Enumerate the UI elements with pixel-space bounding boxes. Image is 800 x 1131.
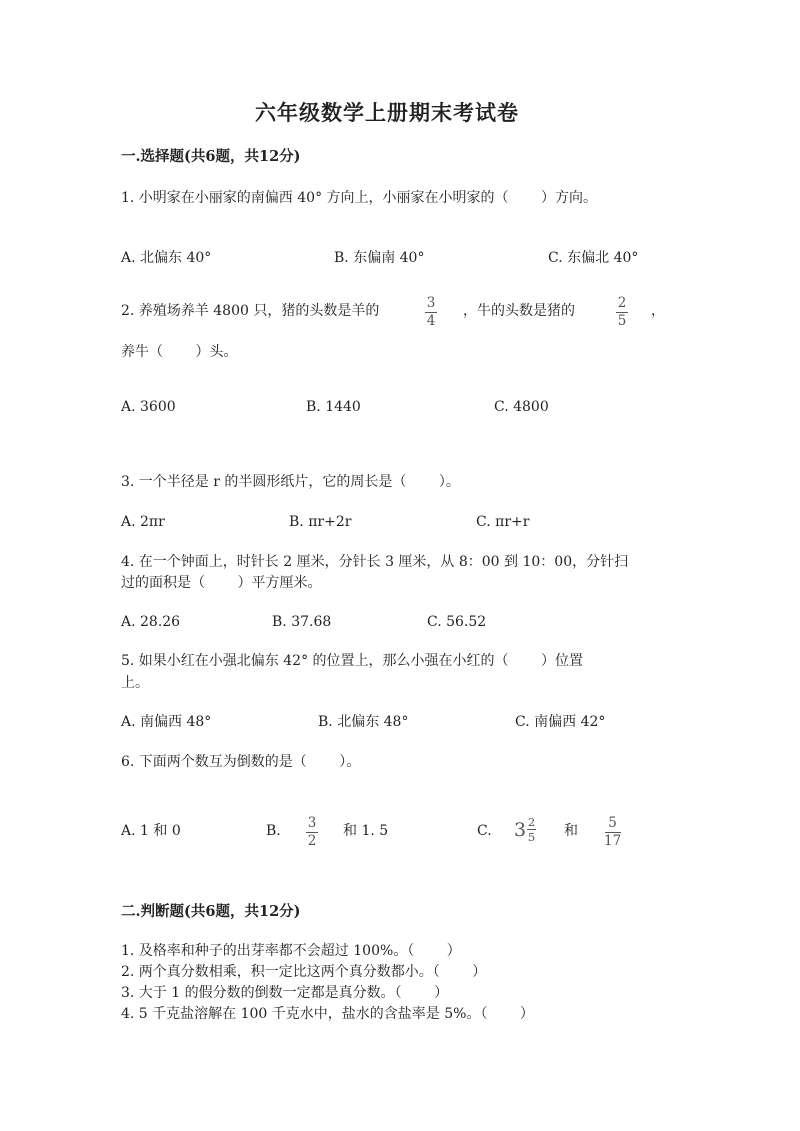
- question-3-option-b: B. πr+2r: [289, 514, 352, 530]
- question-1-text: 1. 小明家在小丽家的南偏西 40° 方向上，小丽家在小明家的（ ）方向。: [121, 190, 597, 206]
- question-1-option-a: A. 北偏东 40°: [121, 250, 212, 266]
- judgment-item-2: 2. 两个真分数相乘，积一定比这两个真分数都小。（ ）: [121, 964, 487, 980]
- question-4-text-a: 4. 在一个钟面上，时针长 2 厘米，分针长 3 厘米，从 8：00 到 10：00，分针扫: [121, 554, 629, 570]
- question-4-text-b: 过的面积是（ ）平方厘米。: [121, 575, 322, 591]
- question-5-option-c: C. 南偏西 42°: [515, 714, 606, 730]
- question-6-option-b-label: B.: [266, 823, 281, 839]
- mixed-number-three-and-two-fifths: [514, 816, 536, 843]
- question-2-option-b: B. 1440: [306, 399, 361, 415]
- question-2-text-d: 养牛（ ）头。: [121, 344, 238, 360]
- fraction-numerator: 2: [527, 815, 536, 829]
- fraction-numerator: 2: [617, 295, 627, 311]
- question-6-option-a: A. 1 和 0: [121, 823, 181, 839]
- question-3-option-a: A. 2πr: [121, 514, 165, 530]
- question-2-text-a: 2. 养殖场养羊 4800 只，猪的头数是羊的: [121, 303, 380, 319]
- fraction-denominator: 4: [426, 313, 436, 329]
- question-5-text-a: 5. 如果小红在小强北偏东 42° 的位置上，那么小强在小红的（ ）位置: [121, 653, 583, 669]
- judgment-item-4: 4. 5 千克盐溶解在 100 千克水中，盐水的含盐率是 5%。（ ）: [121, 1006, 534, 1022]
- fraction-denominator: 5: [527, 830, 536, 844]
- fraction-denominator: 2: [307, 833, 317, 849]
- mixed-number-fraction: [527, 816, 536, 843]
- page-title: 六年级数学上册期末考试卷: [255, 100, 519, 125]
- question-1-option-c: C. 东偏北 40°: [548, 250, 639, 266]
- question-5-option-a: A. 南偏西 48°: [121, 714, 212, 730]
- fraction-numerator: 3: [426, 295, 436, 311]
- question-6-option-c-and: 和: [564, 823, 578, 839]
- question-5-option-b: B. 北偏东 48°: [318, 714, 409, 730]
- question-2-option-c: C. 4800: [494, 399, 549, 415]
- question-6-option-b-rest: 和 1. 5: [343, 823, 389, 839]
- fraction-numerator: 3: [307, 815, 317, 831]
- fraction-denominator: 17: [604, 833, 622, 849]
- question-2-option-a: A. 3600: [121, 399, 176, 415]
- fraction-denominator: 5: [617, 313, 627, 329]
- question-2-text-c: ，: [651, 303, 665, 319]
- section-heading-choice: 一.选择题(共6题，共12分): [121, 148, 301, 165]
- question-2-text-b: ，牛的头数是猪的: [463, 303, 575, 319]
- section-heading-judgment: 二.判断题(共6题，共12分): [121, 903, 301, 920]
- fraction-two-fifths: [616, 296, 628, 329]
- fraction-five-seventeenths: [604, 816, 621, 849]
- question-6-option-c-label: C.: [477, 823, 492, 839]
- question-4-option-b: B. 37.68: [272, 614, 332, 630]
- fraction-numerator: 5: [608, 815, 617, 831]
- fraction-three-halves: [306, 816, 318, 849]
- question-4-option-a: A. 28.26: [121, 614, 181, 630]
- question-3-text: 3. 一个半径是 r 的半圆形纸片，它的周长是（ ）。: [121, 474, 460, 490]
- question-4-option-c: C. 56.52: [427, 614, 487, 630]
- question-5-text-b: 上。: [121, 675, 149, 691]
- judgment-item-3: 3. 大于 1 的假分数的倒数一定都是真分数。（ ）: [121, 985, 449, 1001]
- judgment-item-1: 1. 及格率和种子的出芽率都不会超过 100%。（ ）: [121, 943, 461, 959]
- fraction-three-quarters: [425, 296, 437, 329]
- question-1-option-b: B. 东偏南 40°: [334, 250, 425, 266]
- mixed-number-whole: 3: [514, 818, 527, 841]
- question-6-text: 6. 下面两个数互为倒数的是（ ）。: [121, 754, 361, 770]
- question-3-option-c: C. πr+r: [476, 514, 530, 530]
